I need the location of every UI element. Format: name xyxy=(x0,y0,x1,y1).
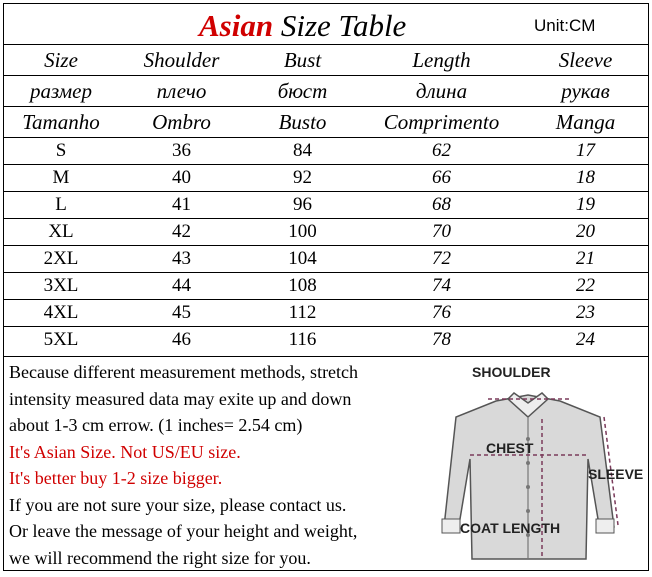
title-highlight: Asian xyxy=(199,8,274,43)
table-cell: 21 xyxy=(523,246,648,273)
table-row xyxy=(4,246,648,273)
table-cell: 68 xyxy=(360,192,523,219)
title-row xyxy=(4,4,648,45)
table-cell: 44 xyxy=(118,273,245,300)
notes-list xyxy=(9,359,358,571)
table-cell: 84 xyxy=(245,138,360,165)
header-cell: плечо xyxy=(118,76,245,107)
table-cell: 100 xyxy=(245,219,360,246)
table-cell: 74 xyxy=(360,273,523,300)
chest-label: CHEST xyxy=(486,440,534,456)
header-cell: длина xyxy=(360,76,523,107)
table-cell: 92 xyxy=(245,165,360,192)
header-cell: Ombro xyxy=(118,107,245,138)
header-row xyxy=(4,45,648,76)
table-cell: 41 xyxy=(118,192,245,219)
table-cell: 20 xyxy=(523,219,648,246)
table-cell: 43 xyxy=(118,246,245,273)
header-cell: Manga xyxy=(523,107,648,138)
table-cell: 36 xyxy=(118,138,245,165)
table-row xyxy=(4,273,648,300)
table-cell: 112 xyxy=(245,300,360,327)
table-cell: 19 xyxy=(523,192,648,219)
note-line: we will recommend the right size for you. xyxy=(9,547,311,568)
table-row xyxy=(4,300,648,327)
header-cell: Size xyxy=(44,48,78,72)
table-cell: 3XL xyxy=(4,273,118,300)
table-cell: 17 xyxy=(523,138,648,165)
table-cell: 18 xyxy=(523,165,648,192)
notes-section xyxy=(4,356,648,571)
table-cell: 40 xyxy=(118,165,245,192)
header-cell: Bust xyxy=(283,48,322,72)
note-line: Because different measurement methods, stretch xyxy=(9,362,359,382)
header-cell: Comprimento xyxy=(360,107,523,138)
table-cell: 70 xyxy=(360,219,523,246)
sleeve-label: SLEEVE xyxy=(588,466,644,482)
table-cell: S xyxy=(4,138,118,165)
table-cell: 62 xyxy=(360,138,523,165)
header-cell: Shoulder xyxy=(143,48,220,72)
table-cell: 116 xyxy=(245,327,360,354)
note-line: It's better buy 1-2 size bigger. xyxy=(9,468,223,488)
header-cell: Tamanho xyxy=(4,107,118,138)
header-cell: рукав xyxy=(523,76,648,107)
table-cell: 4XL xyxy=(4,300,118,327)
header-cell: бюст xyxy=(245,76,360,107)
note-line: Or leave the message of your height and weight, xyxy=(9,521,358,541)
table-cell: 45 xyxy=(118,300,245,327)
table-row xyxy=(4,327,648,354)
size-chart xyxy=(3,3,649,571)
table-cell: L xyxy=(4,192,118,219)
header-cell: размер xyxy=(4,76,118,107)
size-table xyxy=(4,45,648,353)
table-cell: 42 xyxy=(118,219,245,246)
table-cell: 66 xyxy=(360,165,523,192)
shoulder-label: SHOULDER xyxy=(472,364,551,380)
note-line: It's Asian Size. Not US/EU size. xyxy=(9,441,241,462)
table-cell: 24 xyxy=(523,327,648,354)
note-line: about 1-3 cm errow. (1 inches= 2.54 cm) xyxy=(9,415,303,435)
table-row xyxy=(4,165,648,192)
table-row xyxy=(4,138,648,165)
table-cell: 104 xyxy=(245,246,360,273)
table-cell: 76 xyxy=(360,300,523,327)
table-cell: 22 xyxy=(523,273,648,300)
table-cell: XL xyxy=(4,219,118,246)
note-line: If you are not sure your size, please contact us. xyxy=(9,494,347,515)
table-cell: 2XL xyxy=(4,246,118,273)
header-cell: Length xyxy=(412,48,471,72)
header-row xyxy=(4,76,648,107)
note-line: intensity measured data may exite up and down xyxy=(9,388,352,409)
shirt-measurement-diagram xyxy=(424,359,644,567)
table-cell: M xyxy=(4,165,118,192)
table-cell: 23 xyxy=(523,300,648,327)
table-cell: 5XL xyxy=(4,327,118,354)
table-cell: 72 xyxy=(360,246,523,273)
title-rest: Size Table xyxy=(280,8,407,43)
unit-label: Unit:CM xyxy=(534,16,596,35)
table-row xyxy=(4,192,648,219)
coat-length-label: COAT LENGTH xyxy=(460,520,561,536)
header-cell: Sleeve xyxy=(558,48,613,72)
table-cell: 108 xyxy=(245,273,360,300)
table-cell: 96 xyxy=(245,192,360,219)
table-row xyxy=(4,219,648,246)
table-cell: 78 xyxy=(360,327,523,354)
page-title xyxy=(199,8,406,44)
table-cell: 46 xyxy=(118,327,245,354)
header-row xyxy=(4,107,648,138)
header-cell: Busto xyxy=(245,107,360,138)
